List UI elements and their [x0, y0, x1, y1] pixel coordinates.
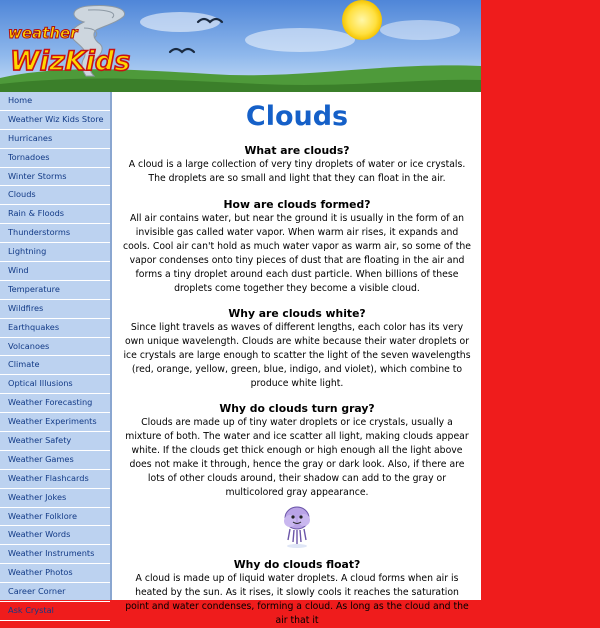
section-body: A cloud is made up of liquid water droplets. A cloud forms when air is heated by the sun. As it rises, it slowly cools it reaches the saturation point and water condenses, forming a cloud. As long as the cloud and the air that it — [125, 573, 469, 626]
nav-item-home[interactable]: Home — [0, 92, 110, 111]
nav-item-hurricanes[interactable]: Hurricanes — [0, 130, 110, 149]
nav-item-weather-jokes[interactable]: Weather Jokes — [0, 489, 110, 508]
nav-item-weather-words[interactable]: Weather Words — [0, 526, 110, 545]
nav-item-optical-illusions[interactable]: Optical Illusions — [0, 375, 110, 394]
nav-item-volcanoes[interactable]: Volcanoes — [0, 338, 110, 357]
cloud-mascot — [113, 502, 481, 552]
nav-item-tornadoes[interactable]: Tornadoes — [0, 149, 110, 168]
nav-item-climate[interactable]: Climate — [0, 356, 110, 375]
nav-item-weather-safety[interactable]: Weather Safety — [0, 432, 110, 451]
sidebar-nav — [0, 92, 112, 616]
nav-item-winter-storms[interactable]: Winter Storms — [0, 168, 110, 187]
section-heading: Why do clouds float? — [233, 558, 361, 571]
nav-item-earthquakes[interactable]: Earthquakes — [0, 319, 110, 338]
section-heading: What are clouds? — [244, 144, 350, 157]
cloud-mascot-icon — [280, 504, 314, 550]
sun-icon — [342, 0, 382, 40]
logo-wizkids: WizKids — [10, 46, 131, 77]
nav-item-weather-instruments[interactable]: Weather Instruments — [0, 545, 110, 564]
nav-item-weather-flashcards[interactable]: Weather Flashcards — [0, 470, 110, 489]
section-body: Clouds are made up of tiny water droplets or ice crystals, usually a mixture of both. The water and ice scatter all light, making clouds appear white. If the clouds get thick enough or high enough all the light above does not make it through, hence the gray or dark look. Also, if there are lots of other clouds around, their shadow can add to the gray or multicolored gray appearance. — [125, 417, 469, 498]
nav-item-weather-games[interactable]: Weather Games — [0, 451, 110, 470]
nav-item-rain-floods[interactable]: Rain & Floods — [0, 205, 110, 224]
nav-item-temperature[interactable]: Temperature — [0, 281, 110, 300]
nav-item-career-corner[interactable]: Career Corner — [0, 583, 110, 602]
section-body: A cloud is a large collection of very tiny droplets of water or ice crystals. The droplets are so small and light that they can float in the air. — [128, 159, 466, 184]
logo-weather: weather — [8, 24, 78, 42]
nav-item-weather-folklore[interactable]: Weather Folklore — [0, 508, 110, 527]
nav-item-wildfires[interactable]: Wildfires — [0, 300, 110, 319]
nav-item-weather-forecasting[interactable]: Weather Forecasting — [0, 394, 110, 413]
section-body: Since light travels as waves of different lengths, each color has its very own unique wavelength. Clouds are white because their water droplets or ice crystals are large enough to scatter the light of the seven wavelengths (red, orange, yellow, green, blue, indigo, and violet), which combine to produce white light. — [123, 322, 471, 389]
nav-item-weather-photos[interactable]: Weather Photos — [0, 564, 110, 583]
nav-item-wind[interactable]: Wind — [0, 262, 110, 281]
main-content — [113, 92, 481, 626]
section-heading: Why do clouds turn gray? — [219, 402, 375, 415]
nav-item-store[interactable]: Weather Wiz Kids Store — [0, 111, 110, 130]
section-body: All air contains water, but near the ground it is usually in the form of an invisible gas called water vapor. When warm air rises, it expands and cools. Cool air can't hold as much water vapor as warm air, so some of the vapor condenses onto tiny pieces of dust that are floating in the air and forms a tiny droplet around each dust particle. When billions of these droplets come together they become a visible cloud. — [123, 213, 471, 294]
nav-item-weather-experiments[interactable]: Weather Experiments — [0, 413, 110, 432]
nav-item-ask-crystal[interactable]: Ask Crystal — [0, 602, 110, 621]
header-banner — [0, 0, 481, 92]
page-title: Clouds — [245, 101, 349, 132]
section-heading: How are clouds formed? — [223, 198, 371, 211]
section-heading: Why are clouds white? — [228, 307, 366, 320]
nav-item-clouds[interactable]: Clouds — [0, 186, 110, 205]
banner-art — [0, 0, 481, 92]
nav-item-thunderstorms[interactable]: Thunderstorms — [0, 224, 110, 243]
nav-item-lightning[interactable]: Lightning — [0, 243, 110, 262]
